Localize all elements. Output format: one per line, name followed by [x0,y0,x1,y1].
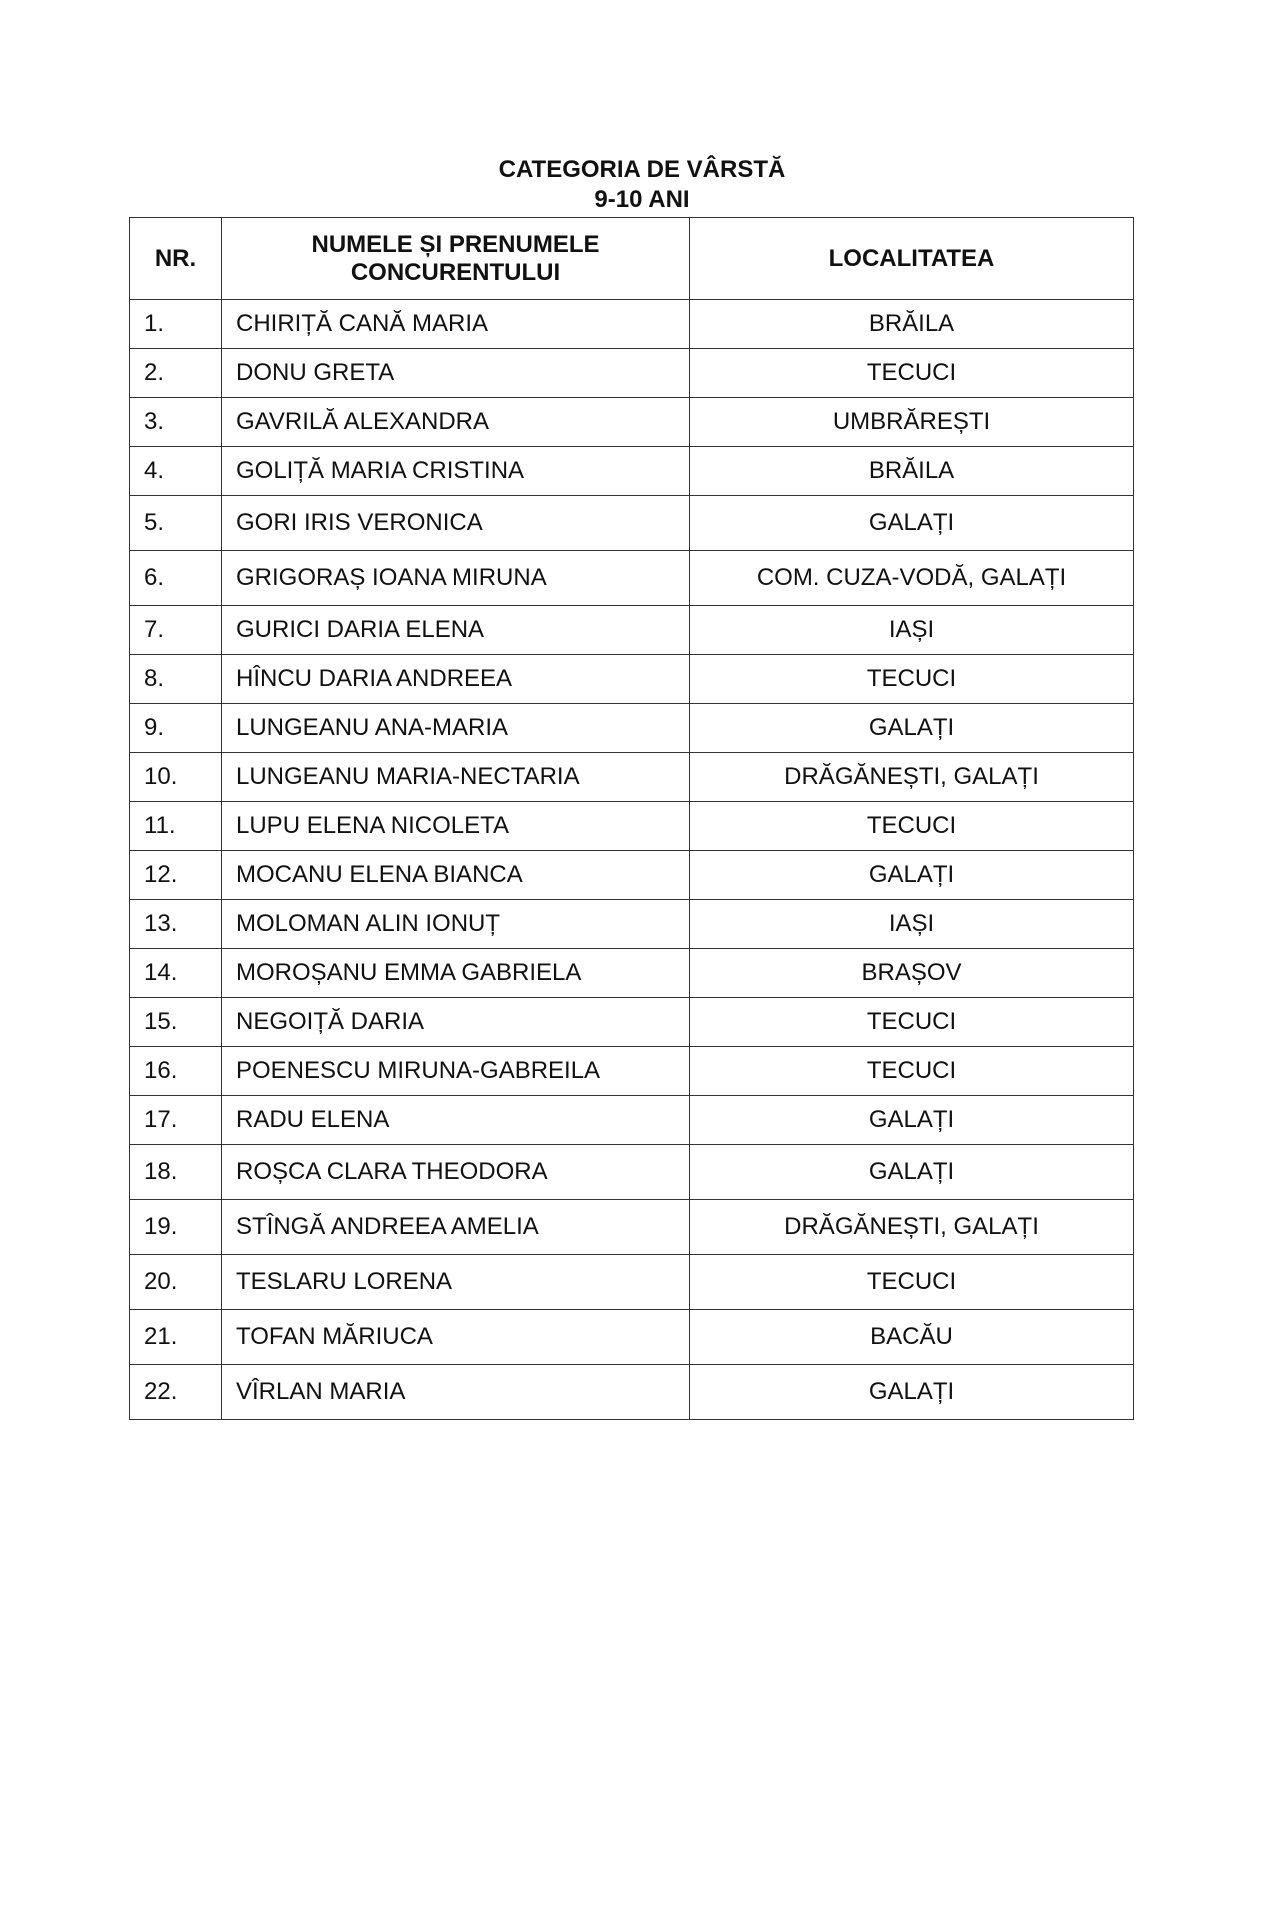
contestant-locality: TECUCI [690,998,1134,1047]
table-header-row [130,218,1134,300]
contestant-name: NEGOIȚĂ DARIA [222,998,690,1047]
header-nr: NR. [130,218,222,300]
row-number: 2. [130,349,222,398]
contestant-name: RADU ELENA [222,1096,690,1145]
row-number: 18. [130,1145,222,1200]
contestant-locality: BRĂILA [690,300,1134,349]
contestant-name: ROȘCA CLARA THEODORA [222,1145,690,1200]
table-row [130,398,1134,447]
row-number: 11. [130,802,222,851]
contestant-locality: BACĂU [690,1310,1134,1365]
contestant-name: TESLARU LORENA [222,1255,690,1310]
contestant-name: GORI IRIS VERONICA [222,496,690,551]
table-row [130,900,1134,949]
table-row [130,1365,1134,1420]
row-number: 4. [130,447,222,496]
table-row [130,1255,1134,1310]
contestant-name: STÎNGĂ ANDREEA AMELIA [222,1200,690,1255]
row-number: 21. [130,1310,222,1365]
contestant-locality: IAȘI [690,900,1134,949]
contestant-locality: GALAȚI [690,496,1134,551]
contestant-locality: GALAȚI [690,1145,1134,1200]
row-number: 9. [130,704,222,753]
contestant-locality: BRAȘOV [690,949,1134,998]
contestant-locality: GALAȚI [690,704,1134,753]
row-number: 13. [130,900,222,949]
contestant-name: MOLOMAN ALIN IONUȚ [222,900,690,949]
contestant-locality: IAȘI [690,606,1134,655]
table-row [130,551,1134,606]
table-row [130,851,1134,900]
table-row [130,655,1134,704]
row-number: 10. [130,753,222,802]
contestant-name: GOLIȚĂ MARIA CRISTINA [222,447,690,496]
row-number: 16. [130,1047,222,1096]
contestant-name: CHIRIȚĂ CANĂ MARIA [222,300,690,349]
table-row [130,447,1134,496]
row-number: 20. [130,1255,222,1310]
contestant-name: VÎRLAN MARIA [222,1365,690,1420]
row-number: 15. [130,998,222,1047]
contestant-locality: BRĂILA [690,447,1134,496]
contestant-locality: TECUCI [690,349,1134,398]
header-name-line1: NUMELE ȘI PRENUMELE [311,230,600,258]
contestant-locality: TECUCI [690,1047,1134,1096]
contestant-name: LUNGEANU ANA-MARIA [222,704,690,753]
document-title: CATEGORIA DE VÂRSTĂ [498,156,786,183]
table-row [130,1145,1134,1200]
contestant-name: HÎNCU DARIA ANDREEA [222,655,690,704]
contestant-locality: TECUCI [690,1255,1134,1310]
table-row [130,949,1134,998]
contestant-name: GRIGORAȘ IOANA MIRUNA [222,551,690,606]
row-number: 12. [130,851,222,900]
table-row [130,753,1134,802]
header-name-line2: CONCURENTULUI [350,258,561,286]
contestant-locality: GALAȚI [690,1096,1134,1145]
contestant-locality: UMBRĂREȘTI [690,398,1134,447]
table-row [130,300,1134,349]
contestant-locality: COM. CUZA-VODĂ, GALAȚI [690,551,1134,606]
contestant-locality: TECUCI [690,655,1134,704]
contestant-locality: GALAȚI [690,851,1134,900]
table-row [130,496,1134,551]
table-row [130,1096,1134,1145]
contestant-name: GURICI DARIA ELENA [222,606,690,655]
contestant-name: MOROȘANU EMMA GABRIELA [222,949,690,998]
contestant-locality: DRĂGĂNEȘTI, GALAȚI [690,1200,1134,1255]
contestant-name: LUPU ELENA NICOLETA [222,802,690,851]
contestant-name: MOCANU ELENA BIANCA [222,851,690,900]
table-row [130,998,1134,1047]
row-number: 3. [130,398,222,447]
header-name [222,218,690,300]
row-number: 5. [130,496,222,551]
contestant-name: POENESCU MIRUNA-GABREILA [222,1047,690,1096]
contestant-locality: GALAȚI [690,1365,1134,1420]
row-number: 8. [130,655,222,704]
table-row [130,704,1134,753]
row-number: 14. [130,949,222,998]
row-number: 6. [130,551,222,606]
row-number: 19. [130,1200,222,1255]
table-row [130,1200,1134,1255]
contestant-name: GAVRILĂ ALEXANDRA [222,398,690,447]
contestant-name: LUNGEANU MARIA-NECTARIA [222,753,690,802]
table-row [130,1047,1134,1096]
row-number: 22. [130,1365,222,1420]
contestants-table [129,217,1134,1420]
table-row [130,802,1134,851]
contestant-name: TOFAN MĂRIUCA [222,1310,690,1365]
contestant-name: DONU GRETA [222,349,690,398]
row-number: 7. [130,606,222,655]
age-category-subtitle: 9-10 ANI [594,186,690,213]
table-row [130,1310,1134,1365]
row-number: 17. [130,1096,222,1145]
contestant-locality: TECUCI [690,802,1134,851]
row-number: 1. [130,300,222,349]
table-row [130,349,1134,398]
contestant-locality: DRĂGĂNEȘTI, GALAȚI [690,753,1134,802]
table-row [130,606,1134,655]
header-locality: LOCALITATEA [690,218,1134,300]
